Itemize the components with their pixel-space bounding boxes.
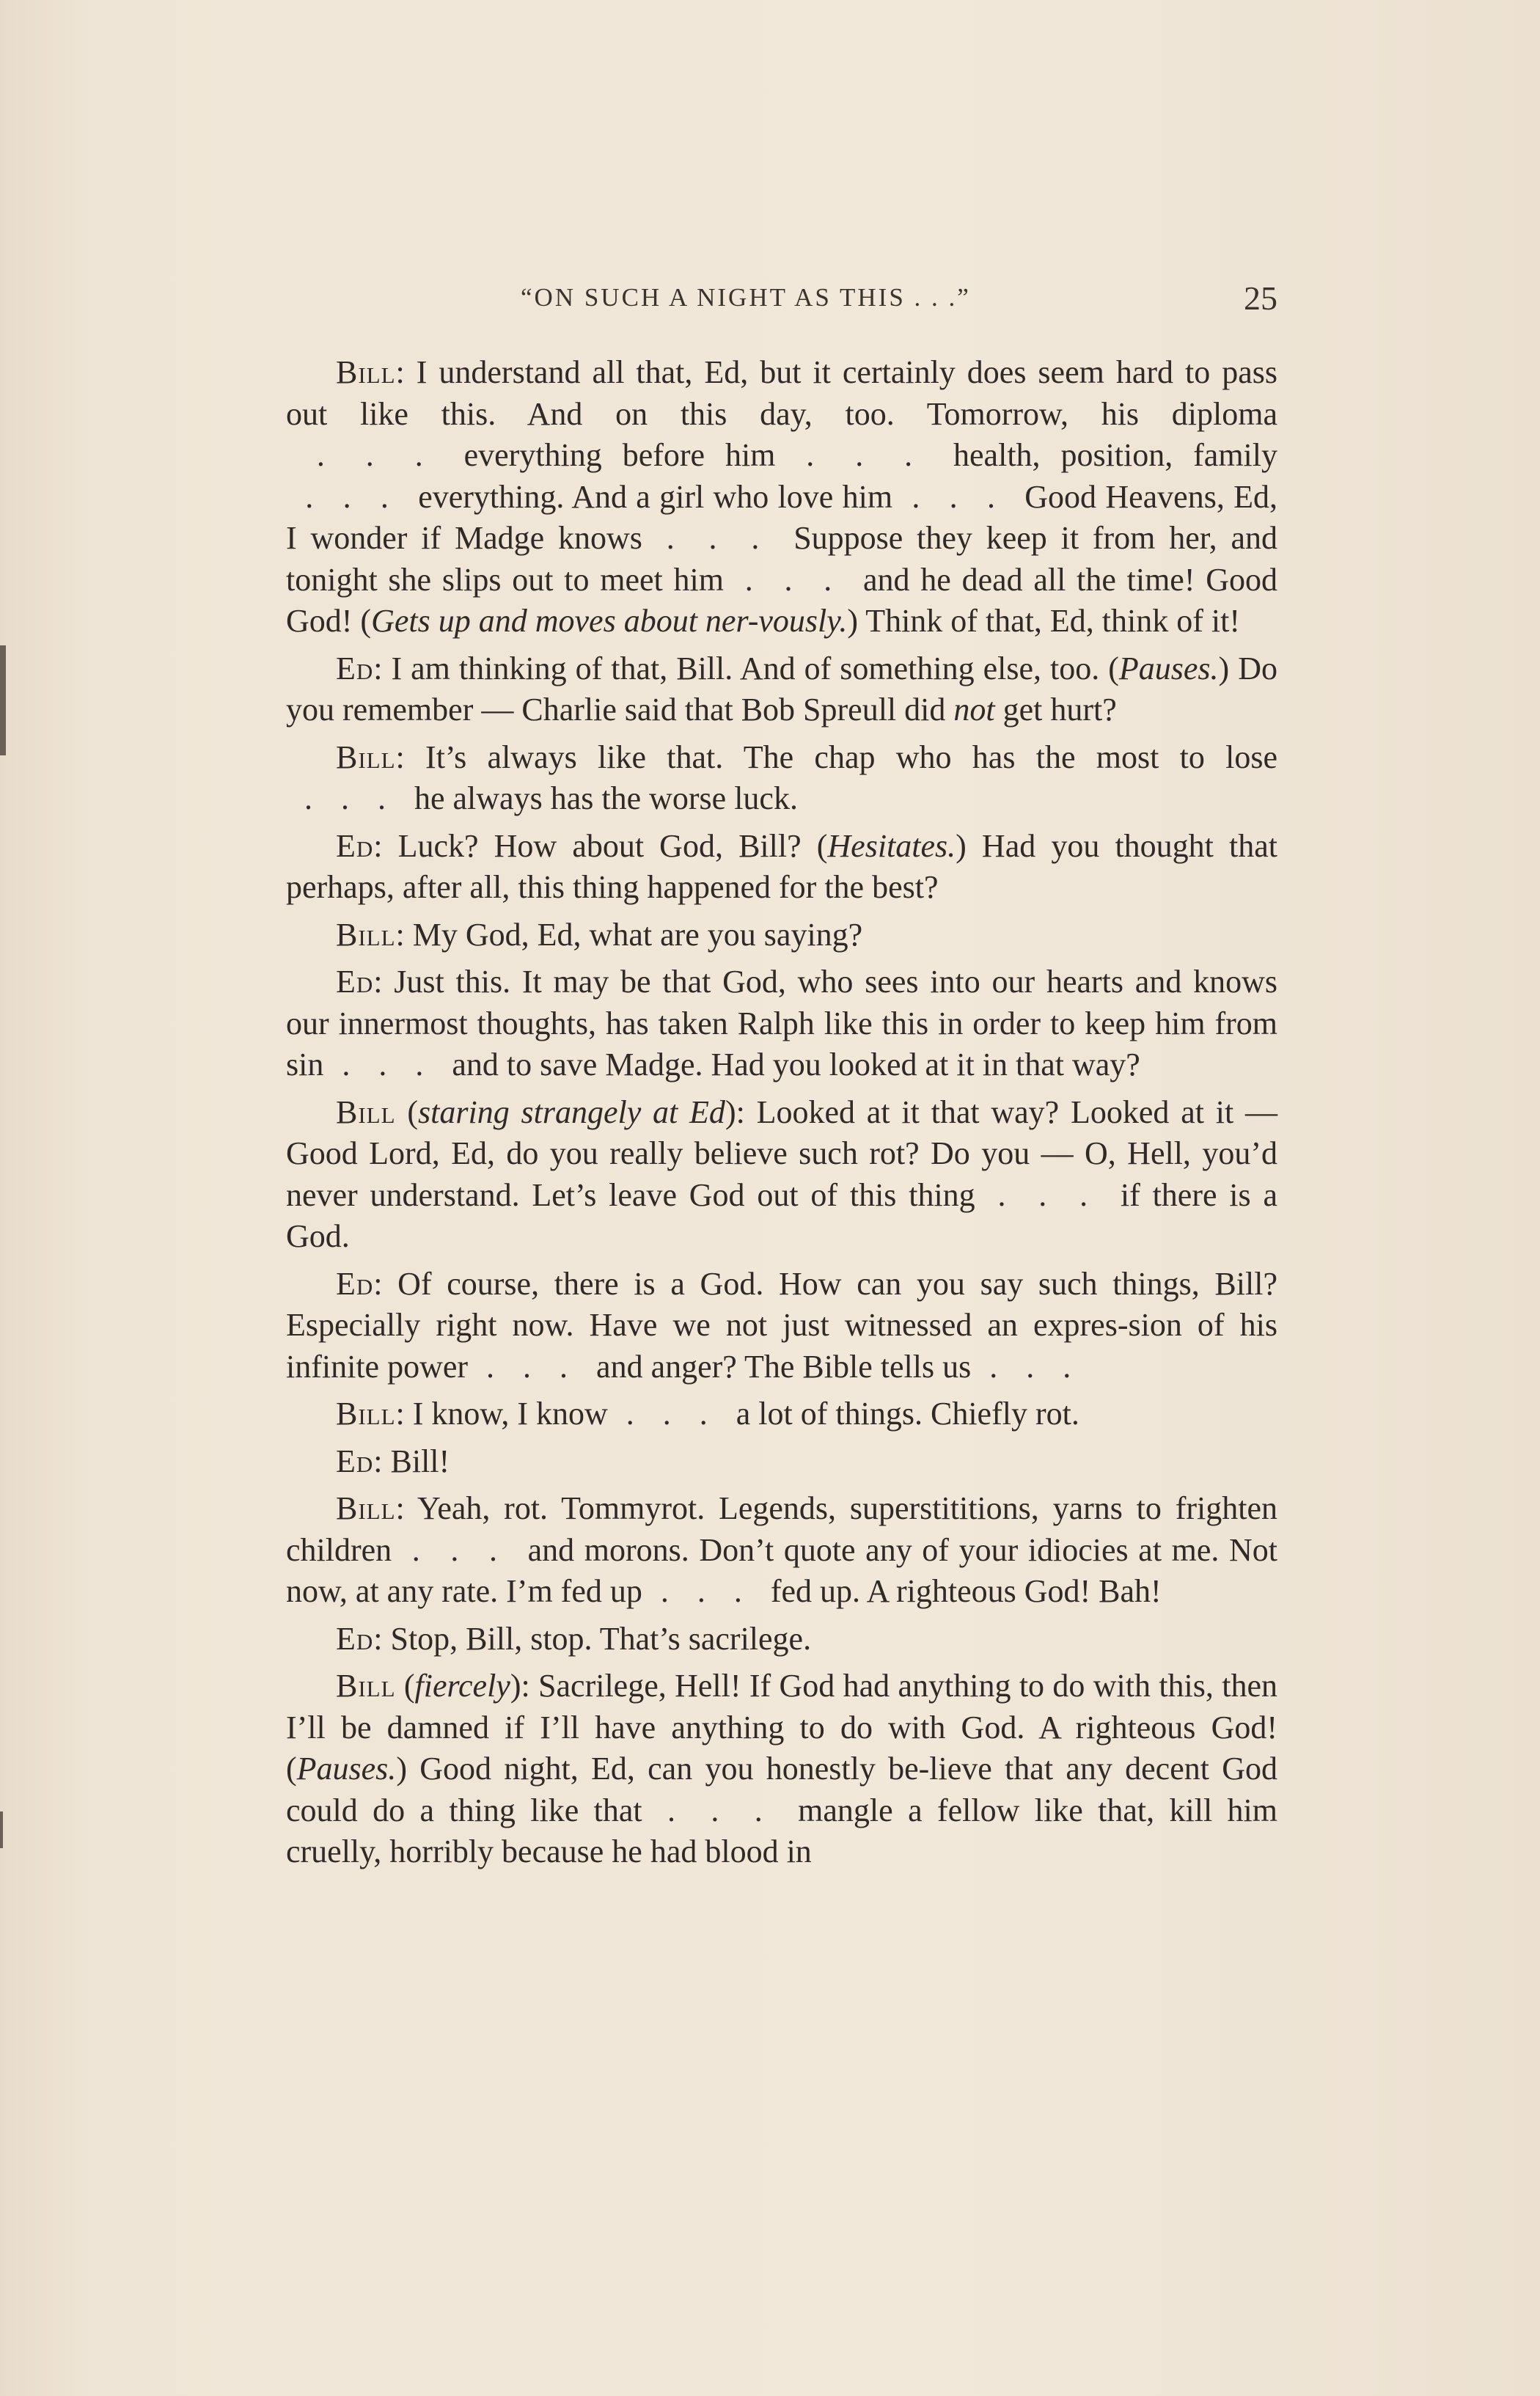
dialogue-paragraph: Ed: I am thinking of that, Bill. And of something else, too. (Pauses.) Do you remember — Charlie said that Bob Spreull did not get hurt? — [286, 650, 1277, 728]
binding-edge-mark — [0, 645, 6, 755]
speaker-name: Bill — [336, 1490, 396, 1526]
running-head: “ON SUCH A NIGHT AS THIS . . .” — [521, 283, 971, 312]
speaker-name: Ed — [336, 1265, 374, 1302]
dialogue-paragraph: Ed: Stop, Bill, stop. That’s sacrilege. — [336, 1620, 812, 1657]
dialogue-paragraph: Bill (staring strangely at Ed): Looked at it that way? Looked at it — Good Lord, Ed, do you really believe such rot? Do you — O, Hell, you’d never understand. Let’s leave God out of this thing . . . if there is a God. — [286, 1093, 1277, 1254]
dialogue-paragraph: Bill: My God, Ed, what are you saying? — [336, 916, 863, 953]
speaker-name: Bill — [336, 739, 396, 775]
speaker-name: Ed — [336, 650, 374, 686]
speaker-name: Bill — [336, 1093, 396, 1130]
dialogue-paragraph: Bill: Yeah, rot. Tommyrot. Legends, superstititions, yarns to frighten children . . . and morons. Don’t quote any of your idiocies at me. Not now, at any rate. I’m fed up . . . fed up. A righteous God! Bah! — [286, 1490, 1278, 1609]
dialogue-paragraph: Ed: Luck? How about God, Bill? (Hesitates.) Had you thought that perhaps, after all, this thing happened for the best? — [286, 827, 1277, 905]
dialogue-paragraph: Bill: I understand all that, Ed, but it certainly does seem hard to pass out like this. And on this day, too. Tomorrow, his diploma . . . everything before him . . . health, position, family . . . everything. And a girl who love him . . . Good Heavens, Ed, I wonder if Madge knows . . . Suppose they keep it from her, and tonight she slips out to meet him . . . and he dead all the time! Good God! (Gets up and moves about ner-vously.) Think of that, Ed, think of it! — [286, 354, 1278, 639]
speaker-name: Bill — [336, 1396, 396, 1432]
dialogue-paragraph: Bill (fiercely): Sacrilege, Hell! If God had anything to do with this, then I’ll be damned if I’ll have anything to do with God. A righteous God! (Pauses.) Good night, Ed, can you honestly be-lieve that any decent God could do a thing like that . . . mangle a fellow like that, kill him cruelly, horribly because he had blood in — [286, 1668, 1278, 1869]
stage-direction: Pauses. — [1118, 650, 1219, 686]
dialogue-text — [286, 352, 1277, 1879]
speaker-name: Ed — [336, 964, 374, 1000]
speaker-name: Bill — [336, 1668, 396, 1704]
page-number: 25 — [1244, 279, 1277, 317]
speaker-name: Bill — [336, 916, 396, 953]
dialogue-paragraph: Ed: Just this. It may be that God, who sees into our hearts and knows our innermost thoughts, has taken Ralph like this in order to keep him from sin . . . and to save Madge. Had you looked at it in that way? — [286, 964, 1277, 1082]
stage-direction: Pauses. — [296, 1751, 397, 1787]
speaker-name: Bill — [336, 354, 396, 390]
binding-edge-mark — [0, 1811, 3, 1848]
stage-direction: staring strangely at Ed — [418, 1093, 725, 1130]
dialogue-paragraph: Ed: Bill! — [336, 1443, 450, 1479]
emphasis: not — [953, 692, 995, 728]
stage-direction: Hesitates. — [827, 827, 956, 864]
dialogue-paragraph: Bill: It’s always like that. The chap who has the most to lose . . . he always has the worse luck. — [286, 739, 1277, 816]
dialogue-paragraph: Bill: I know, I know . . . a lot of things. Chiefly rot. — [336, 1396, 1079, 1432]
page-header — [286, 279, 1277, 323]
dialogue-paragraph: Ed: Of course, there is a God. How can you say such things, Bill? Especially right now. Have we not just witnessed an expres-sion of his infinite power . . . and anger? The Bible tells us . . . — [286, 1265, 1277, 1385]
stage-direction: Gets up and moves about ner-vously. — [371, 603, 848, 639]
stage-direction: fiercely — [414, 1668, 510, 1704]
speaker-name: Ed — [336, 1620, 374, 1657]
speaker-name: Ed — [336, 1443, 374, 1479]
speaker-name: Ed — [336, 827, 374, 864]
